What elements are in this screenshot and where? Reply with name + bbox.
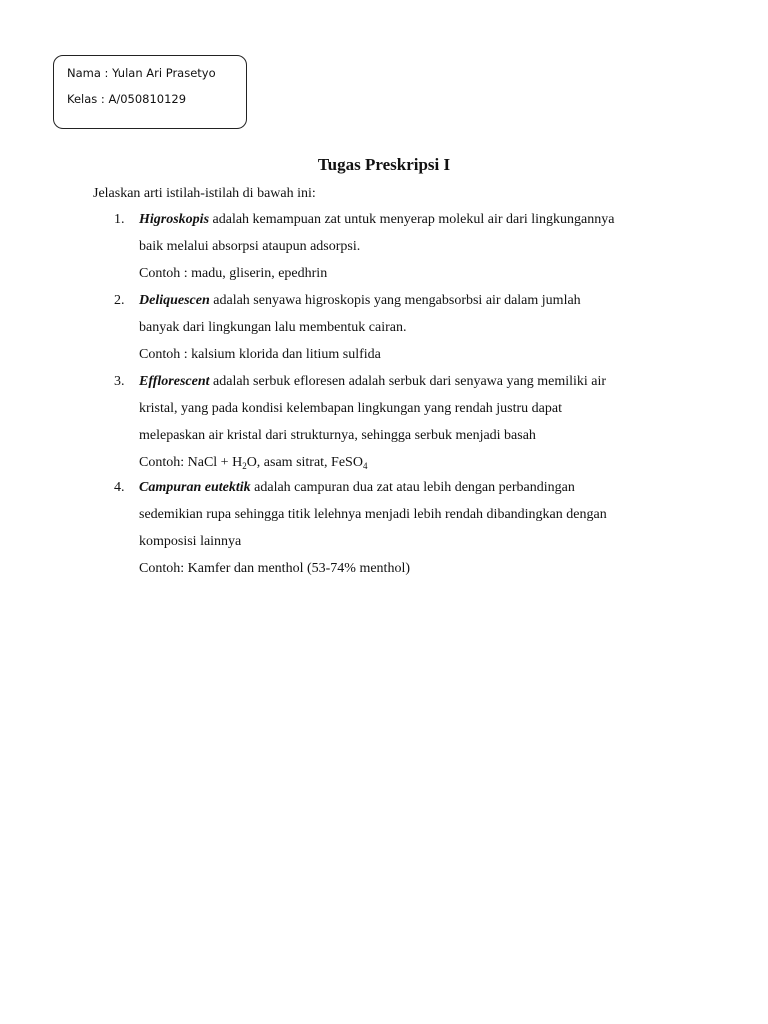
- subscript: 2: [242, 461, 247, 471]
- item-definition: adalah campuran dua zat atau lebih dengan perbandingan: [250, 480, 575, 495]
- item-definition: adalah senyawa higroskopis yang mengabsorbsi air dalam jumlah: [209, 293, 581, 308]
- item-definition: adalah kemampuan zat untuk menyerap molekul air dari lingkungannya: [209, 212, 615, 227]
- student-id-box: [53, 55, 247, 129]
- item-definition-line: melepaskan air kristal dari strukturnya, sehingga serbuk menjadi basah: [139, 428, 536, 443]
- item-definition-line: [139, 293, 581, 309]
- item-definition-line: [139, 480, 575, 496]
- item-term: Campuran eutektik: [139, 480, 251, 495]
- item-number: 1.: [114, 212, 125, 227]
- item-example: [139, 455, 367, 471]
- item-term: Deliquescen: [139, 293, 210, 308]
- item-term: Higroskopis: [139, 212, 210, 227]
- item-example: Contoh: Kamfer dan menthol (53-74% menthol): [139, 561, 410, 576]
- example-text: Contoh: NaCl + H: [139, 455, 243, 470]
- student-name: Nama : Yulan Ari Prasetyo: [67, 66, 216, 80]
- item-number: 3.: [114, 374, 125, 389]
- student-class: Kelas : A/050810129: [67, 92, 187, 106]
- item-definition-line: kristal, yang pada kondisi kelembapan lingkungan yang rendah justru dapat: [139, 401, 563, 416]
- item-definition: adalah serbuk efloresen adalah serbuk dari senyawa yang memiliki air: [209, 374, 607, 389]
- intro-text: Jelaskan arti istilah-istilah di bawah ini:: [93, 186, 316, 201]
- item-number: 4.: [114, 480, 125, 495]
- document-title: Tugas Preskripsi I: [317, 155, 451, 174]
- item-example: Contoh : kalsium klorida dan litium sulfida: [139, 347, 381, 362]
- subscript: 4: [362, 461, 368, 471]
- item-definition-line: [139, 212, 615, 228]
- item-number: 2.: [114, 293, 125, 308]
- example-text: O, asam sitrat, FeSO: [246, 455, 363, 470]
- item-definition-line: [139, 374, 606, 390]
- item-definition-line: komposisi lainnya: [139, 534, 242, 549]
- item-example: Contoh : madu, gliserin, epedhrin: [139, 266, 328, 281]
- item-term: Efflorescent: [139, 374, 210, 389]
- item-definition-line: banyak dari lingkungan lalu membentuk cairan.: [139, 320, 407, 335]
- item-definition-line: baik melalui absorpsi ataupun adsorpsi.: [139, 239, 361, 254]
- item-definition-line: sedemikian rupa sehingga titik lelehnya menjadi lebih rendah dibandingkan dengan: [139, 507, 607, 522]
